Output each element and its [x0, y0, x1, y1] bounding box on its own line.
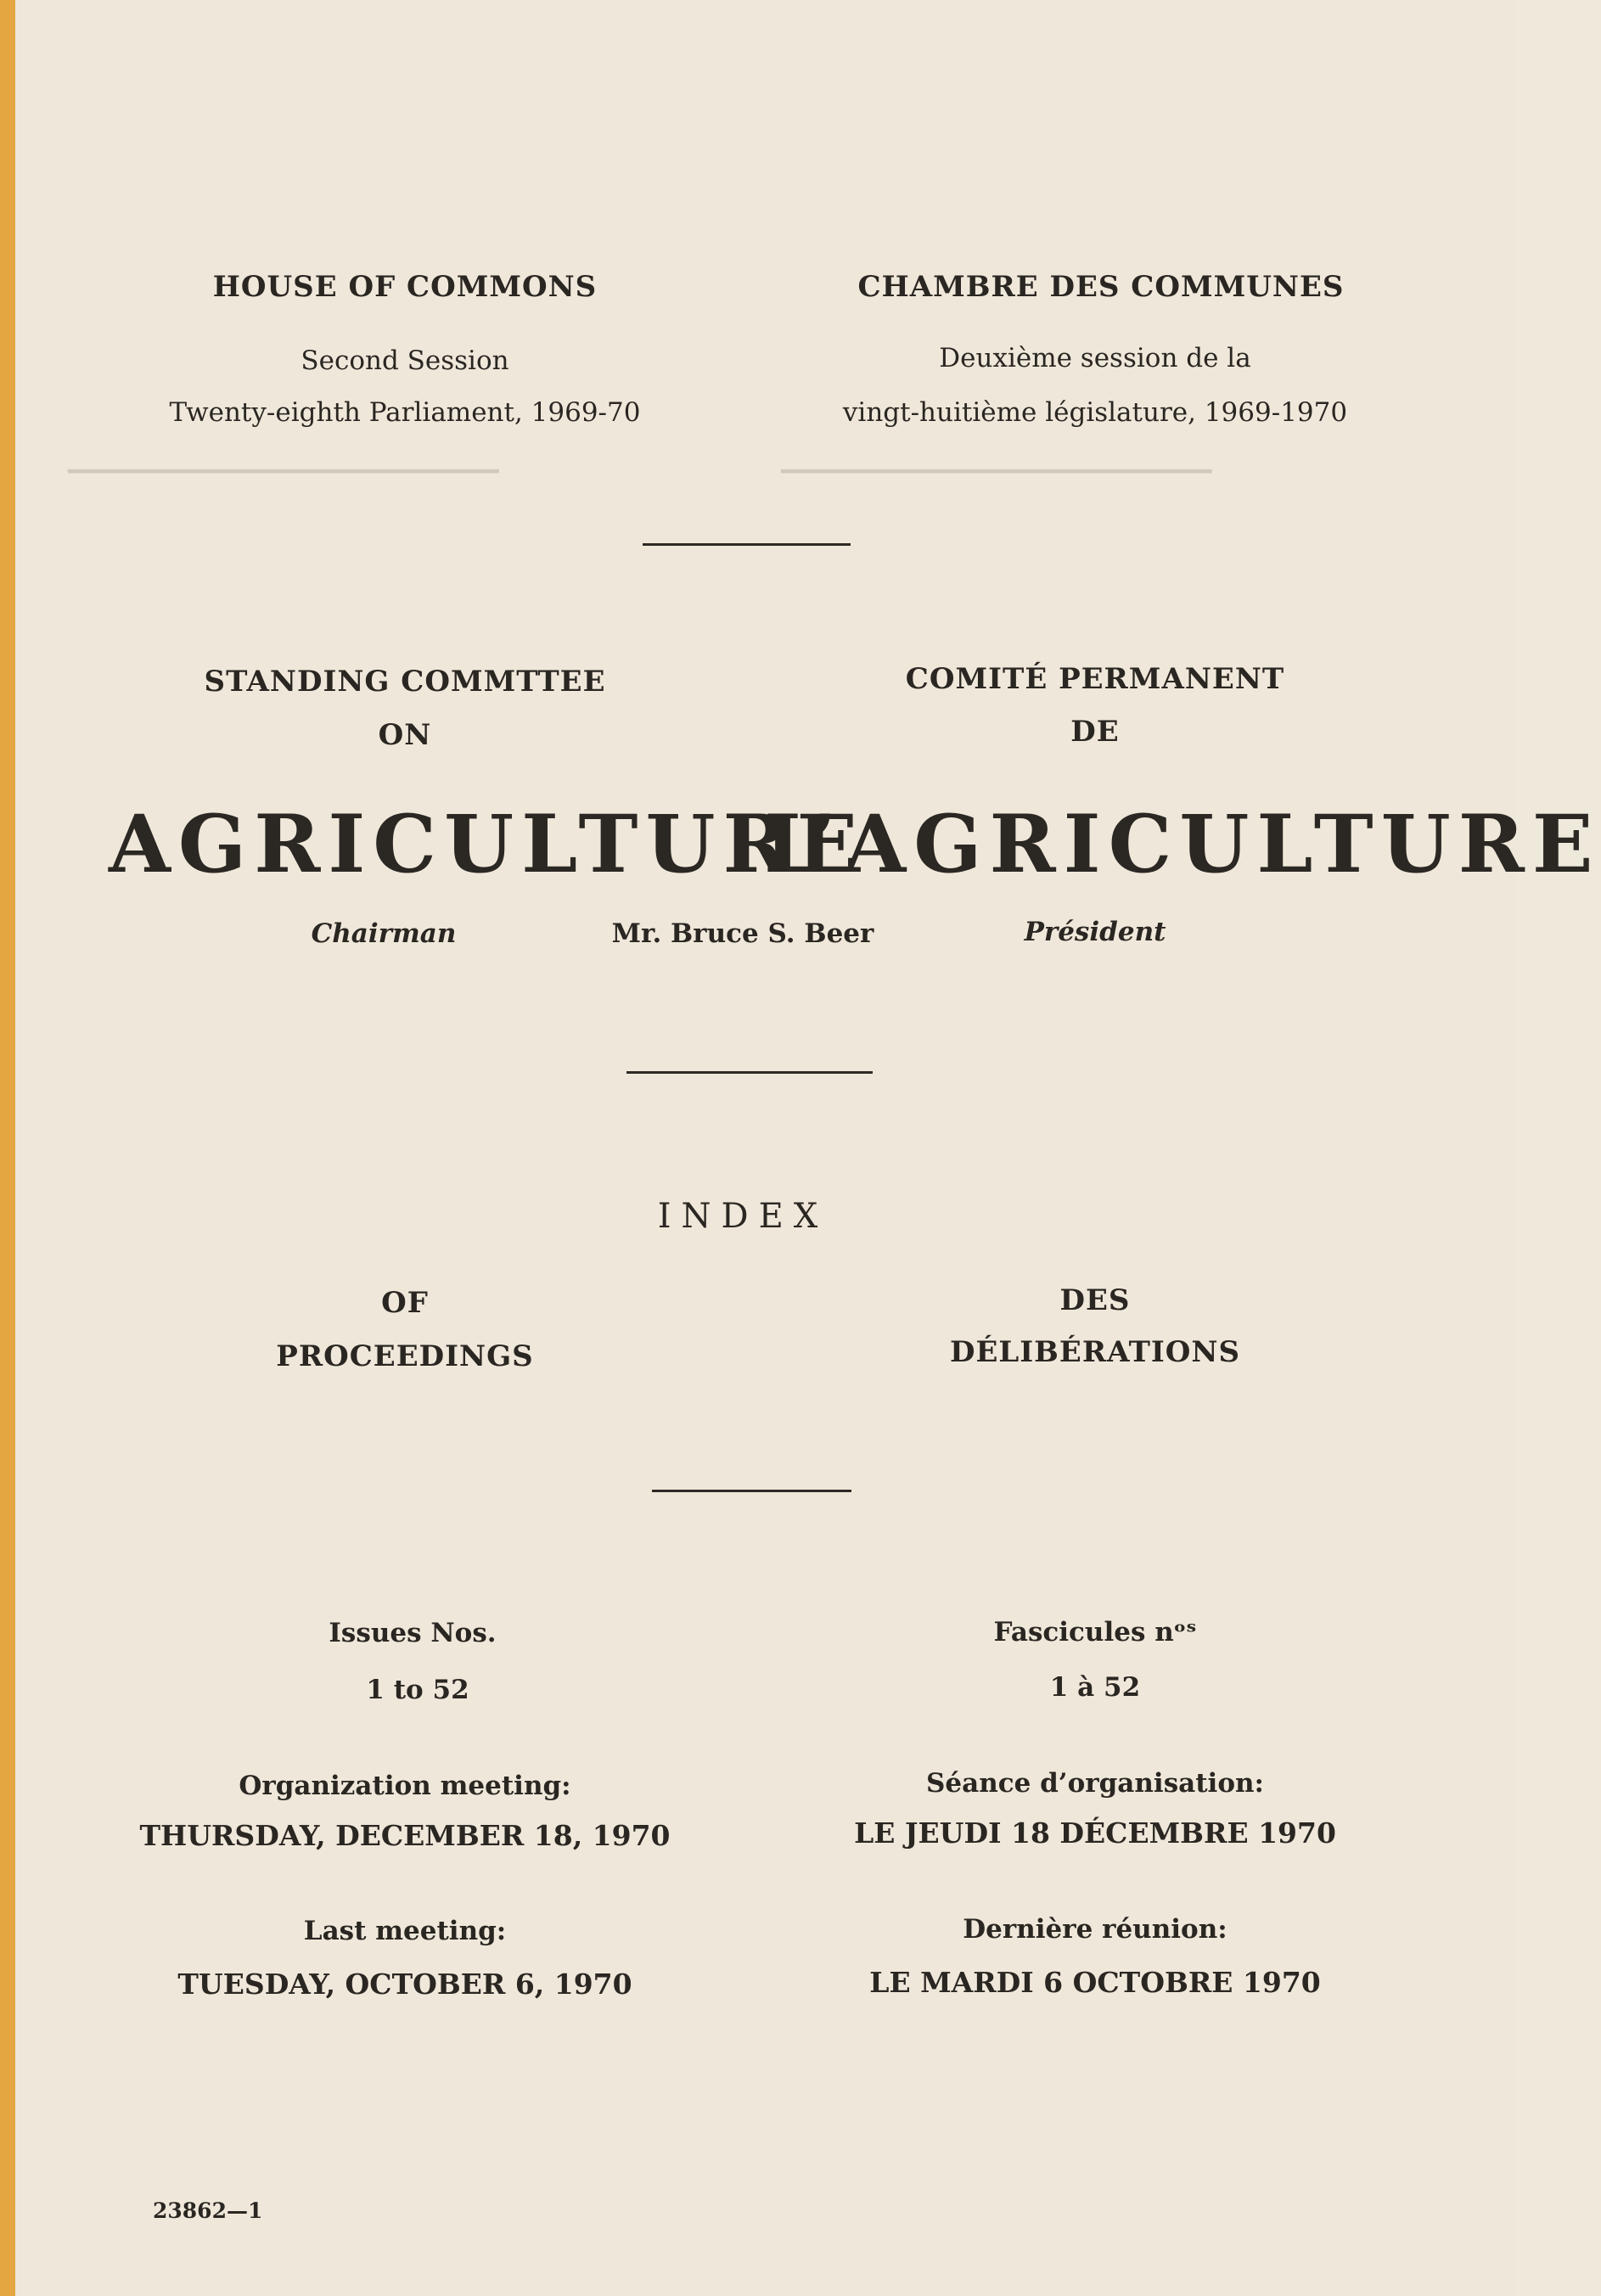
binding-edge	[0, 0, 15, 2296]
parliament-fr: vingt-huitième législature, 1969-1970	[842, 397, 1348, 428]
session-fr: Deuxième session de la	[939, 343, 1251, 373]
divider-rule-lower	[652, 1490, 851, 1492]
last-meeting-date-fr: LE MARDI 6 OCTOBRE 1970	[869, 1966, 1321, 1999]
issues-range-en: 1 to 52	[366, 1675, 469, 1705]
divider-rule-middle	[626, 1071, 873, 1074]
title-agriculture-fr: L’AGRICULTURE	[764, 798, 1601, 891]
parliament-en: Twenty-eighth Parliament, 1969-70	[169, 397, 641, 428]
session-en: Second Session	[301, 345, 509, 376]
divider-rule-top	[643, 543, 851, 546]
organization-meeting-label-fr: Séance d’organisation:	[926, 1768, 1264, 1799]
last-meeting-label-fr: Dernière réunion:	[963, 1914, 1227, 1945]
organization-meeting-label-en: Organization meeting:	[239, 1771, 571, 1801]
president-label: Président	[1024, 917, 1166, 947]
title-agriculture-en: AGRICULTURE	[109, 798, 866, 891]
organization-meeting-date-en: THURSDAY, DECEMBER 18, 1970	[139, 1819, 671, 1852]
index-title: INDEX	[657, 1197, 829, 1236]
standing-committee: STANDING COMMTTEE	[204, 665, 606, 699]
chairman-name: Mr. Bruce S. Beer	[611, 918, 874, 949]
of-label: OF	[381, 1286, 429, 1320]
deliberations-label: DÉLIBÉRATIONS	[949, 1335, 1241, 1369]
issues-label-fr: Fascicules nᵒˢ	[993, 1617, 1197, 1648]
proceedings-label: PROCEEDINGS	[276, 1339, 534, 1373]
comite-permanent: COMITÉ PERMANENT	[905, 662, 1285, 696]
show-through-left: ▁▁▁▁▁▁▁▁▁▁▁▁▁▁▁▁▁▁▁▁▁▁	[68, 445, 499, 473]
last-meeting-label-en: Last meeting:	[303, 1916, 507, 1946]
committee-de: DE	[1070, 715, 1120, 749]
show-through-right: ▁▁▁▁▁▁▁▁▁▁▁▁▁▁▁▁▁▁▁▁▁▁	[781, 445, 1212, 473]
chambre-des-communes: CHAMBRE DES COMMUNES	[857, 270, 1345, 304]
print-code: 23862—1	[153, 2198, 263, 2223]
chairman-label: Chairman	[311, 918, 457, 949]
issues-label-en: Issues Nos.	[329, 1618, 497, 1648]
issues-range-fr: 1 à 52	[1049, 1672, 1141, 1703]
organization-meeting-date-fr: LE JEUDI 18 DÉCEMBRE 1970	[854, 1816, 1336, 1850]
des-label: DES	[1059, 1283, 1131, 1317]
house-of-commons: HOUSE OF COMMONS	[212, 270, 598, 304]
committee-on: ON	[378, 718, 432, 752]
last-meeting-date-en: TUESDAY, OCTOBER 6, 1970	[177, 1968, 632, 2001]
